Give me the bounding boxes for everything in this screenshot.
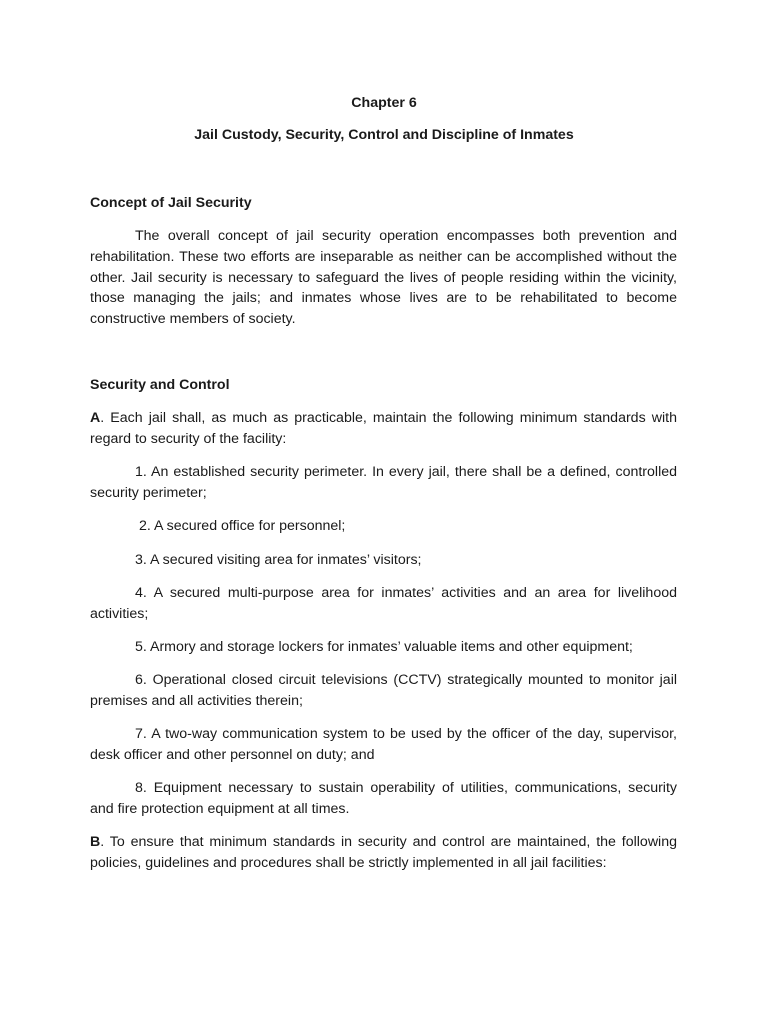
list-item-3: 3. A secured visiting area for inmates’ visitors; — [135, 552, 422, 568]
concept-heading: Concept of Jail Security — [90, 195, 252, 211]
section-b-paragraph — [90, 832, 677, 874]
list-item-2: 2. A secured office for personnel; — [139, 518, 346, 534]
concept-paragraph: The overall concept of jail security operation encompasses both prevention and rehabilitation. These two efforts are inseparable as neither can be accomplished without the other. Jail security is necessary to safeguard the lives of people residing within the vicinity, those managing the jails; and inmates whose lives are to be rehabilitated to become constructive members of society. — [90, 228, 677, 328]
section-b-marker: B — [90, 834, 101, 850]
list-item-5: 5. Armory and storage lockers for inmates’ valuable items and other equipment; — [135, 639, 633, 655]
list-item-4: 4. A secured multi-purpose area for inmates’ activities and an area for livelihood activities; — [90, 585, 677, 622]
section-b-text: . To ensure that minimum standards in security and control are maintained, the following policies, guidelines and procedures shall be strictly implemented in all jail facilities: — [90, 834, 677, 871]
list-item-1: 1. An established security perimeter. In every jail, there shall be a defined, controlled security perimeter; — [90, 464, 677, 501]
chapter-title: Jail Custody, Security, Control and Discipline of Inmates — [194, 127, 574, 143]
section-a-text: . Each jail shall, as much as practicable, maintain the following minimum standards with regard to security of the facility: — [90, 410, 677, 447]
list-item-6: 6. Operational closed circuit televisions (CCTV) strategically mounted to monitor jail premises and all activities therein; — [90, 672, 677, 709]
chapter-label: Chapter 6 — [351, 95, 417, 111]
section-a-marker: A — [90, 410, 101, 426]
list-item-8: 8. Equipment necessary to sustain operability of utilities, communications, security and fire protection equipment at all times. — [90, 780, 677, 817]
section-a-paragraph — [90, 408, 677, 450]
list-item-7: 7. A two-way communication system to be used by the officer of the day, supervisor, desk officer and other personnel on duty; and — [90, 726, 677, 763]
security-heading: Security and Control — [90, 377, 230, 393]
